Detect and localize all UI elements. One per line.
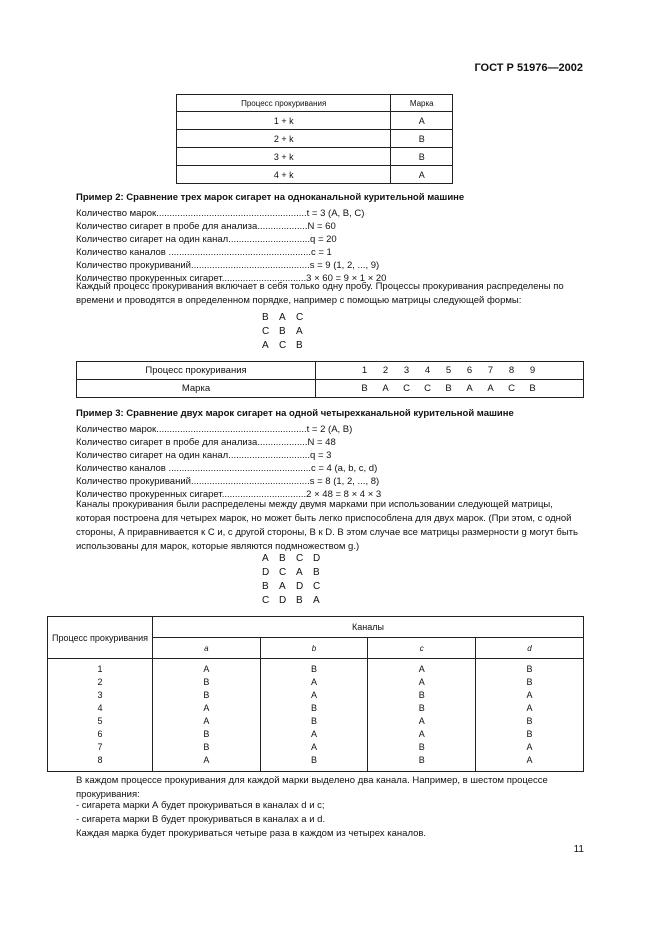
param-value: t = 2 (A, B) bbox=[306, 424, 353, 435]
table-header: Процесс прокуривания bbox=[177, 95, 391, 112]
param-label: Количество сигарет на один канал............................... bbox=[76, 234, 311, 245]
table-cell: B bbox=[391, 130, 453, 148]
closing-final: Каждая марка будет прокуриваться четыре раза в каждом из четырех каналов. bbox=[76, 828, 427, 839]
example3-matrix bbox=[262, 552, 330, 608]
table-row bbox=[77, 362, 584, 380]
param-value: t = 3 (A, B, C) bbox=[306, 208, 365, 219]
param-value: q = 3 bbox=[310, 450, 332, 461]
param-value: s = 9 (1, 2, ..., 9) bbox=[309, 260, 380, 271]
page-number: 11 bbox=[573, 844, 584, 855]
param-line bbox=[76, 260, 379, 271]
table-header: Марка bbox=[391, 95, 453, 112]
matrix-row: B A D C bbox=[262, 581, 321, 592]
example3-title: Пример 3: Сравнение двух марок сигарет на одной четырехканальной курительной машине bbox=[76, 408, 514, 419]
param-label: Количество сигарет в пробе для анализа................... bbox=[76, 221, 308, 232]
table-header: b bbox=[260, 638, 368, 659]
matrix-row: D C A B bbox=[262, 567, 320, 578]
list-item: - сигарета марки В будет прокуриваться в каналах a и d. bbox=[76, 814, 326, 825]
table-cell: 3 + k bbox=[177, 148, 391, 166]
param-line bbox=[76, 450, 331, 461]
param-value: q = 20 bbox=[310, 234, 337, 245]
table-cell: A bbox=[391, 166, 453, 184]
closing-paragraph: В каждом процессе прокуривания для каждой марки выделено два канала. Например, в шестом процессе прокуривания: bbox=[76, 775, 548, 800]
table-cell: 1 + k bbox=[177, 112, 391, 130]
param-value: N = 60 bbox=[307, 221, 336, 232]
param-label: Количество прокуриваний............................................. bbox=[76, 260, 310, 271]
param-line bbox=[76, 221, 336, 232]
param-value: c = 4 (a, b, c, d) bbox=[310, 463, 378, 474]
param-line bbox=[76, 424, 352, 435]
example3-paragraph: Каналы прокуривания были распределены между двумя марками при использовании следующей матрицы, которая построена для четырех марок, но может быть легко приспособлена для двух марок. (При этом, с одной стороны, А приравнивается к С и, с другой стороны, В к D. В этом случае все матрицы размерности g могут быть использованы для марок, которые являются подмножеством g.) bbox=[76, 499, 578, 552]
table-row: 1 A B A B bbox=[48, 659, 584, 677]
example2-schedule-table bbox=[76, 361, 584, 398]
matrix-row: A B C D bbox=[262, 553, 321, 564]
mark-values: B A C C B A A C B bbox=[316, 380, 584, 398]
example2-title: Пример 2: Сравнение трех марок сигарет на одноканальной курительной машине bbox=[76, 192, 465, 203]
example2-paragraph: Каждый процесс прокуривания включает в себя только одну пробу. Процессы прокуривания распределены по времени и проводятся в определенном порядке, например с помощью матрицы следующей формы: bbox=[76, 281, 564, 306]
param-label: Количество сигарет в пробе для анализа................... bbox=[76, 437, 308, 448]
param-label: Количество каналов ...................................................... bbox=[76, 463, 311, 474]
matrix-row: B A C bbox=[262, 312, 304, 323]
param-label: Количество марок......................................................... bbox=[76, 208, 307, 219]
param-label: Количество сигарет на один канал............................... bbox=[76, 450, 311, 461]
matrix-row: A C B bbox=[262, 340, 303, 351]
process-numbers: 1 2 3 4 5 6 7 8 9 bbox=[316, 362, 584, 380]
matrix-row: C D B A bbox=[262, 595, 320, 606]
table-row: 7 B A B A bbox=[48, 741, 584, 754]
param-line bbox=[76, 208, 364, 219]
table-row bbox=[77, 380, 584, 398]
table-row bbox=[177, 130, 453, 148]
document-header: ГОСТ Р 51976—2002 bbox=[474, 62, 583, 74]
list-item: - сигарета марки А будет прокуриваться в каналах d и c; bbox=[76, 800, 325, 811]
table-row bbox=[177, 112, 453, 130]
table-row bbox=[177, 148, 453, 166]
param-value: s = 8 (1, 2, ..., 8) bbox=[309, 476, 380, 487]
table-row: 5 A B A B bbox=[48, 715, 584, 728]
table-row: 6 B A A B bbox=[48, 728, 584, 741]
table-row bbox=[177, 166, 453, 184]
table-header: Марка bbox=[77, 380, 316, 398]
param-label: Количество марок......................................................... bbox=[76, 424, 307, 435]
table-header: c bbox=[368, 638, 476, 659]
table-cell: B bbox=[391, 148, 453, 166]
table-header: d bbox=[476, 638, 584, 659]
table-header: Каналы bbox=[153, 617, 584, 638]
table-cell: 2 + k bbox=[177, 130, 391, 148]
table-cell: A bbox=[391, 112, 453, 130]
table-cell: 4 + k bbox=[177, 166, 391, 184]
param-value: 2 × 48 = 8 × 4 × 3 bbox=[306, 489, 382, 500]
matrix-row: C B A bbox=[262, 326, 303, 337]
param-line bbox=[76, 234, 337, 245]
param-label: Количество прокуриваний............................................. bbox=[76, 476, 310, 487]
param-line bbox=[76, 437, 336, 448]
table-row: 2 B A A B bbox=[48, 676, 584, 689]
param-line bbox=[76, 463, 377, 474]
table-header: Процесс прокуривания bbox=[48, 617, 153, 659]
table-row: 4 A B B A bbox=[48, 702, 584, 715]
example3-channels-table bbox=[47, 616, 584, 772]
table-header: Процесс прокуривания bbox=[77, 362, 316, 380]
param-label: Количество прокуренных сигарет................................ bbox=[76, 273, 307, 284]
param-label: Количество каналов ...................................................... bbox=[76, 247, 311, 258]
table-header: a bbox=[153, 638, 261, 659]
param-line bbox=[76, 247, 332, 258]
process-mark-table bbox=[176, 94, 453, 184]
param-label: Количество прокуренных сигарет................................ bbox=[76, 489, 307, 500]
param-value: 3 × 60 = 9 × 1 × 20 bbox=[306, 273, 387, 284]
param-line bbox=[76, 476, 379, 487]
table-row: 3 B A B A bbox=[48, 689, 584, 702]
param-value: N = 48 bbox=[307, 437, 336, 448]
example2-matrix bbox=[262, 311, 313, 353]
table-row: 8 A B B A bbox=[48, 754, 584, 772]
param-value: c = 1 bbox=[310, 247, 332, 258]
